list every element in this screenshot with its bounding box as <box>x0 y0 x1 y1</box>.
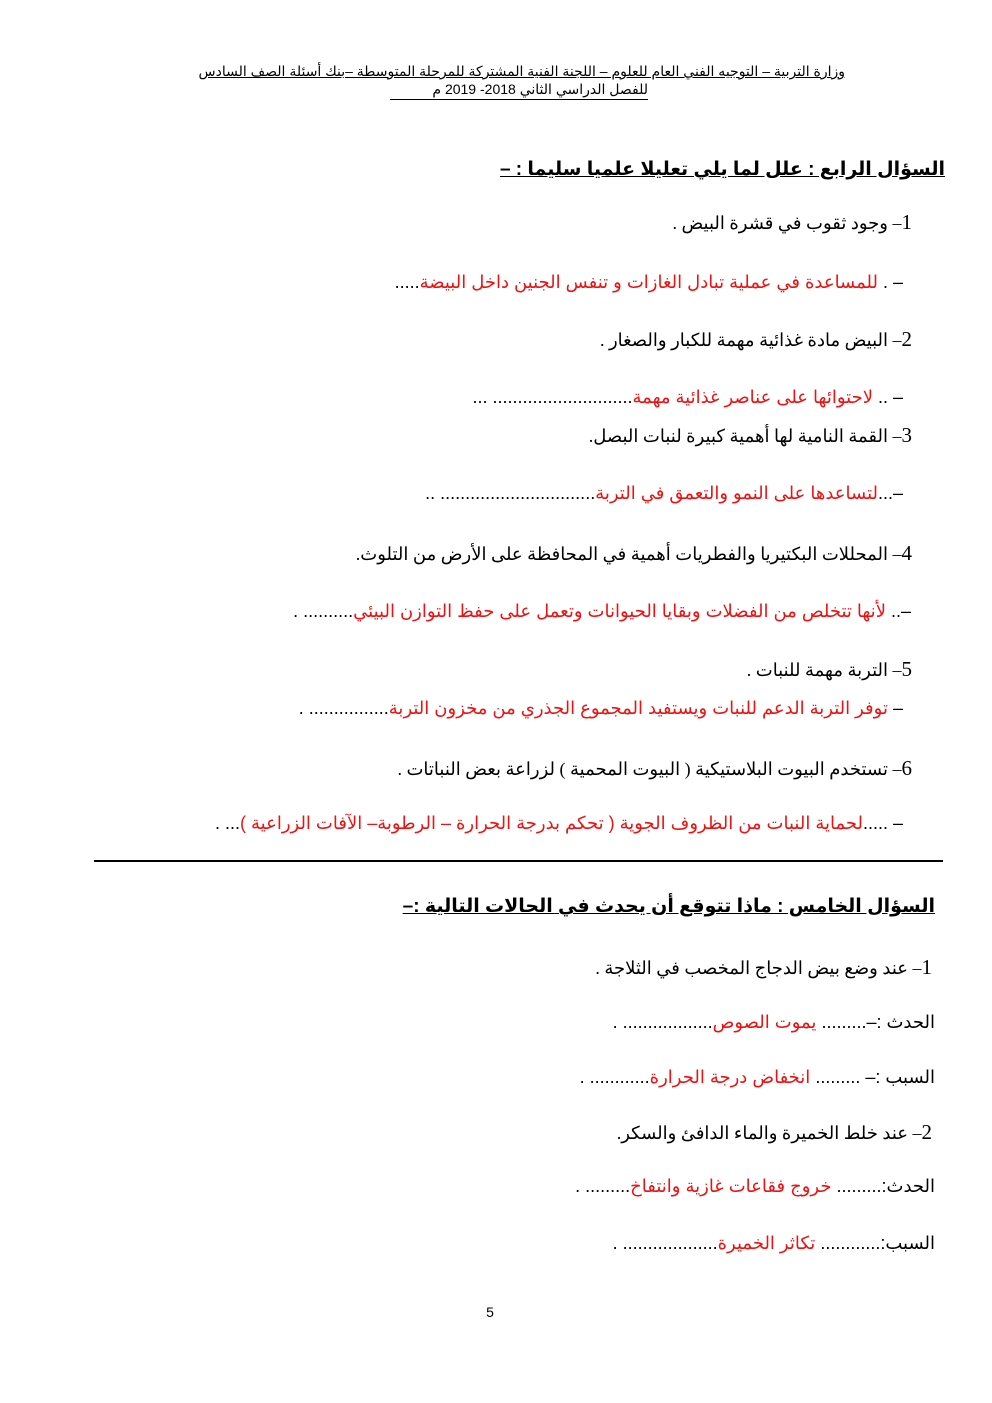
q4-item-2-number: 2 <box>901 327 912 351</box>
q4-item-4-number: 4 <box>901 541 912 565</box>
header-semester: للفصل الدراسي الثاني 2018- 2019 م <box>432 81 648 97</box>
page-number: 5 <box>486 1304 494 1320</box>
q4-item-2-answer: لاحتوائها على عناصر غذائية مهمة <box>632 387 873 407</box>
q4-item-1-number: 1 <box>901 210 912 234</box>
q5-case-1-event-answer: يموت الصوص <box>712 1012 817 1032</box>
header-title: وزارة التربية – التوجيه الفني العام للعلوم – اللجنة الفنية المشتركة للمرحلة المتوسطة –بنك أسئلة الصف السادس <box>198 63 845 79</box>
q4-item-5-question <box>747 657 912 682</box>
q5-case-1-event-line <box>613 1012 935 1033</box>
q4-item-1-answer: للمساعدة في عملية تبادل الغازات و تنفس الجنين داخل البيضة <box>419 272 878 292</box>
answer-prefix: –.. <box>890 601 911 621</box>
answer-dots: ............................ ... <box>472 387 633 407</box>
cause-label: السبب :– ......... <box>815 1067 935 1087</box>
q4-item-6-question <box>397 756 912 781</box>
answer-prefix: – ..... <box>862 813 903 833</box>
q4-item-4-question <box>356 541 912 566</box>
q4-item-5-answer: توفر التربة الدعم للنبات ويستفيد المجموع الجذري من مخزون التربة <box>388 698 888 718</box>
q5-case-2-text: – عند خلط الخميرة والماء الدافئ والسكر. <box>616 1123 922 1143</box>
q4-item-6-answer-line <box>215 813 903 834</box>
q4-item-3-number: 3 <box>901 423 912 447</box>
answer-prefix: – <box>892 698 903 718</box>
q4-item-1-question <box>672 210 912 235</box>
q4-item-2-answer-line <box>472 387 903 408</box>
q4-item-4-text: – المحللات البكتيريا والفطريات أهمية في المحافظة على الأرض من التلوث. <box>355 544 902 564</box>
q4-item-6-text: – تستخدم البيوت البلاستيكية ( البيوت المحمية ) لزراعة بعض النباتات . <box>397 759 902 779</box>
answer-dots: ................... . <box>612 1233 718 1253</box>
answer-prefix: –... <box>877 483 903 503</box>
q5-case-2-number: 2 <box>921 1120 932 1144</box>
q4-item-4-answer-line <box>293 601 911 622</box>
q5-case-1-number: 1 <box>921 955 932 979</box>
answer-dots: ............................... .. <box>425 483 596 503</box>
q5-case-1-cause-answer: انخفاض درجة الحرارة <box>649 1067 811 1087</box>
q5-case-1-text: – عند وضع بيض الدجاج المخصب في الثلاجة . <box>595 958 922 978</box>
answer-dots: .......... . <box>293 601 354 621</box>
answer-prefix: – .. <box>877 387 903 407</box>
header-underline <box>390 99 648 100</box>
q4-item-1-text: – وجود ثقوب في قشرة البيض . <box>672 213 902 233</box>
q4-item-3-text: – القمة النامية لها أهمية كبيرة لنبات البصل. <box>588 426 902 446</box>
answer-dots: .................. . <box>612 1012 713 1032</box>
q4-item-3-question <box>589 423 912 448</box>
answer-dots: ................ . <box>298 698 389 718</box>
q5-title: السؤال الخامس : ماذا تتوقع أن يحدث في الحالات التالية :– <box>402 896 935 917</box>
q5-case-2-event-line <box>575 1176 935 1197</box>
section-divider <box>94 860 943 862</box>
event-label: الحدث :–......... <box>821 1012 935 1032</box>
q4-item-5-text: – التربة مهمة للنبات . <box>746 660 902 680</box>
answer-dots: ............ . <box>579 1067 650 1087</box>
q4-item-6-answer: لحماية النبات من الظروف الجوية ( تحكم بدرجة الحرارة – الرطوبة– الآفات الزراعية ) <box>240 813 863 833</box>
q5-case-2-question <box>617 1120 932 1145</box>
q4-item-2-question <box>600 327 912 352</box>
q5-case-1-cause-line <box>580 1067 935 1088</box>
q4-item-4-answer: لأنها تتخلص من الفضلات وبقايا الحيوانات وتعمل على حفظ التوازن البيئي <box>353 601 886 621</box>
q4-item-5-number: 5 <box>901 657 912 681</box>
q5-case-2-event-answer: خروج فقاعات غازية وانتفاخ <box>630 1176 832 1196</box>
cause-label: السبب:............ <box>820 1233 935 1253</box>
answer-dots: ..... <box>394 272 420 292</box>
answer-prefix: – . <box>882 272 903 292</box>
q5-case-1-question <box>595 955 932 980</box>
q4-item-3-answer-line <box>425 483 903 504</box>
event-label: الحدث:......... <box>836 1176 935 1196</box>
answer-dots: ... . <box>214 813 240 833</box>
q4-item-1-answer-line <box>395 272 903 293</box>
q4-item-2-text: – البيض مادة غذائية مهمة للكبار والصغار . <box>599 330 902 350</box>
q4-item-6-number: 6 <box>901 756 912 780</box>
q4-item-3-answer: لتساعدها على النمو والتعمق في التربة <box>595 483 878 503</box>
q4-title: السؤال الرابع : علل لما يلي تعليلا علميا سليما : – <box>499 159 945 180</box>
answer-dots: ......... . <box>575 1176 631 1196</box>
q5-case-2-cause-answer: تكاثر الخميرة <box>717 1233 816 1253</box>
q5-case-2-cause-line <box>613 1233 935 1254</box>
q4-item-5-answer-line <box>299 698 903 719</box>
